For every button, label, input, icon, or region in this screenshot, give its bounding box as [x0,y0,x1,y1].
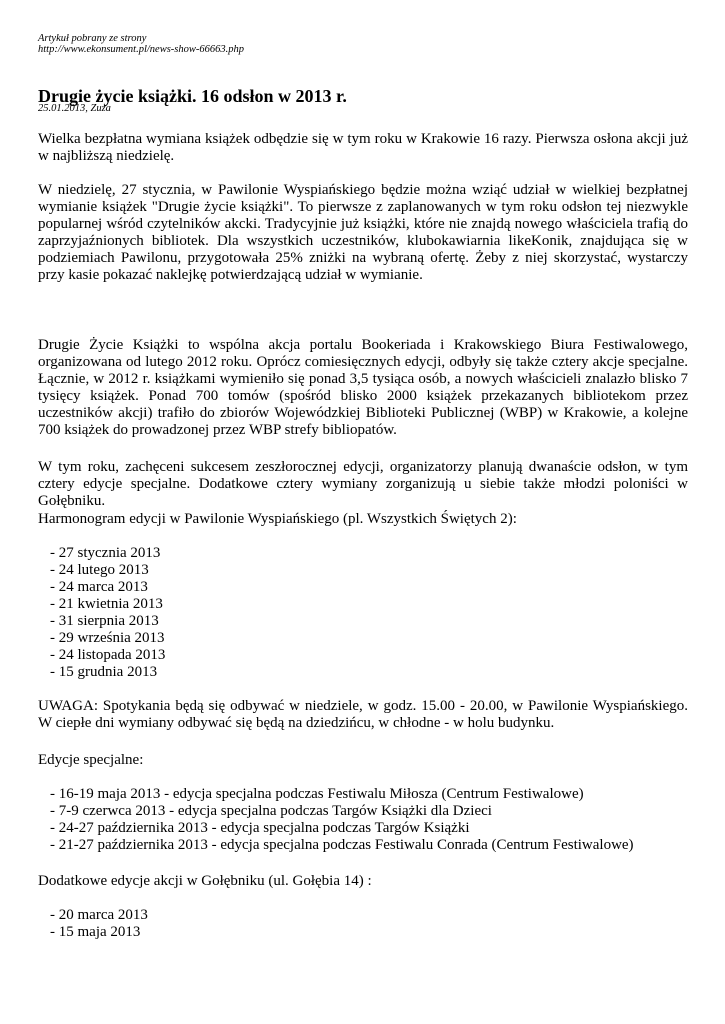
list-item: - 24 listopada 2013 [50,647,166,663]
list-item: - 15 grudnia 2013 [50,664,158,680]
list-item: - 31 sierpnia 2013 [50,613,159,629]
schedule-heading: Harmonogram edycji w Pawilonie Wyspiańskiego (pl. Wszystkich Świętych 2): [38,511,517,527]
list-item: - 24 marca 2013 [50,579,148,595]
special-editions-list [50,786,634,854]
article-byline: 25.01.2013, Zuza [38,103,111,114]
article-title: Drugie życie książki. 16 odsłon w 2013 r. [38,86,347,106]
paragraph-event: W niedzielę, 27 stycznia, w Pawilonie Wyspiańskiego będzie można wziąć udział w wielkiej bezpłatnej wymianie książek "Drugie życie książki". To pierwsze z zaplanowanych w tym roku odsłon tej niezwykle popularnej wśród czytelników akcki. Tradycyjnie już książki, które nie znajdą nowego właściciela trafią do zaprzyjaźnionych bibliotek. Dla wszystkich uczestników, klubokawiarnia likeKonik, znajdująca się w podziemiach Pawilonu, przygotowała 25% zniżki na wybraną ofertę. Żeby z niej skorzystać, wystarczy przy kasie pokazać naklejkę potwierdzającą udział w wymianie. [38,182,688,283]
list-item: - 16-19 maja 2013 - edycja specjalna podczas Festiwalu Miłosza (Centrum Festiwalowe) [50,786,584,802]
list-item: - 29 września 2013 [50,630,165,646]
list-item: - 24-27 października 2013 - edycja specjalna podczas Targów Książki [50,820,470,836]
special-editions-heading: Edycje specjalne: [38,752,144,768]
source-url: http://www.ekonsument.pl/news-show-66663.php [38,44,245,55]
list-item: - 24 lutego 2013 [50,562,149,578]
list-item: - 27 stycznia 2013 [50,545,161,561]
list-item: - 15 maja 2013 [50,924,141,940]
paragraph-about: Drugie Życie Książki to wspólna akcja portalu Bookeriada i Krakowskiego Biura Festiwalowego, organizowana od lutego 2012 roku. Oprócz comiesięcznych edycji, odbyły się także cztery akcje specjalne. Łącznie, w 2012 r. książkami wymieniło się ponad 3,5 tysiąca osób, a nowych właścicieli znalazło blisko 7 tysięcy książek. Ponad 700 tomów (spośród blisko 2000 książek przekazanych bibliotekom przez uczestników akcji) trafiło do zbiorów Wojewódzkiej Biblioteki Publicznej (WBP) w Krakowie, a kolejne 700 książek do prowadzonej przez WBP strefy bibliopatów. [38,337,688,438]
extra-editions-heading: Dodatkowe edycje akcji w Gołębniku (ul. Gołębia 14) : [38,873,372,889]
notice-paragraph: UWAGA: Spotykania będą się odbywać w niedziele, w godz. 15.00 - 20.00, w Pawilonie Wyspiańskiego. W ciepłe dni wymiany odbywać się będą na dziedzińcu, w chłodne - w holu budynku. [38,698,688,731]
schedule-list [50,545,165,681]
list-item: - 21 kwietnia 2013 [50,596,163,612]
source-note [38,33,244,55]
source-label: Artykuł pobrany ze strony [38,33,147,44]
list-item: - 20 marca 2013 [50,907,148,923]
paragraph-plans: W tym roku, zachęceni sukcesem zeszłorocznej edycji, organizatorzy planują dwanaście odsłon, w tym cztery edycje specjalne. Dodatkowe cztery wymiany zorganizują u siebie także młodzi poloniści w Gołębniku. [38,459,688,509]
list-item: - 21-27 października 2013 - edycja specjalna podczas Festiwalu Conrada (Centrum Festiwalowe) [50,837,634,853]
list-item: - 7-9 czerwca 2013 - edycja specjalna podczas Targów Książki dla Dzieci [50,803,492,819]
extra-editions-list [50,907,148,941]
paragraph-lead: Wielka bezpłatna wymiana książek odbędzie się w tym roku w Krakowie 16 razy. Pierwsza osłona akcji już w najbliższą niedzielę. [38,131,688,164]
